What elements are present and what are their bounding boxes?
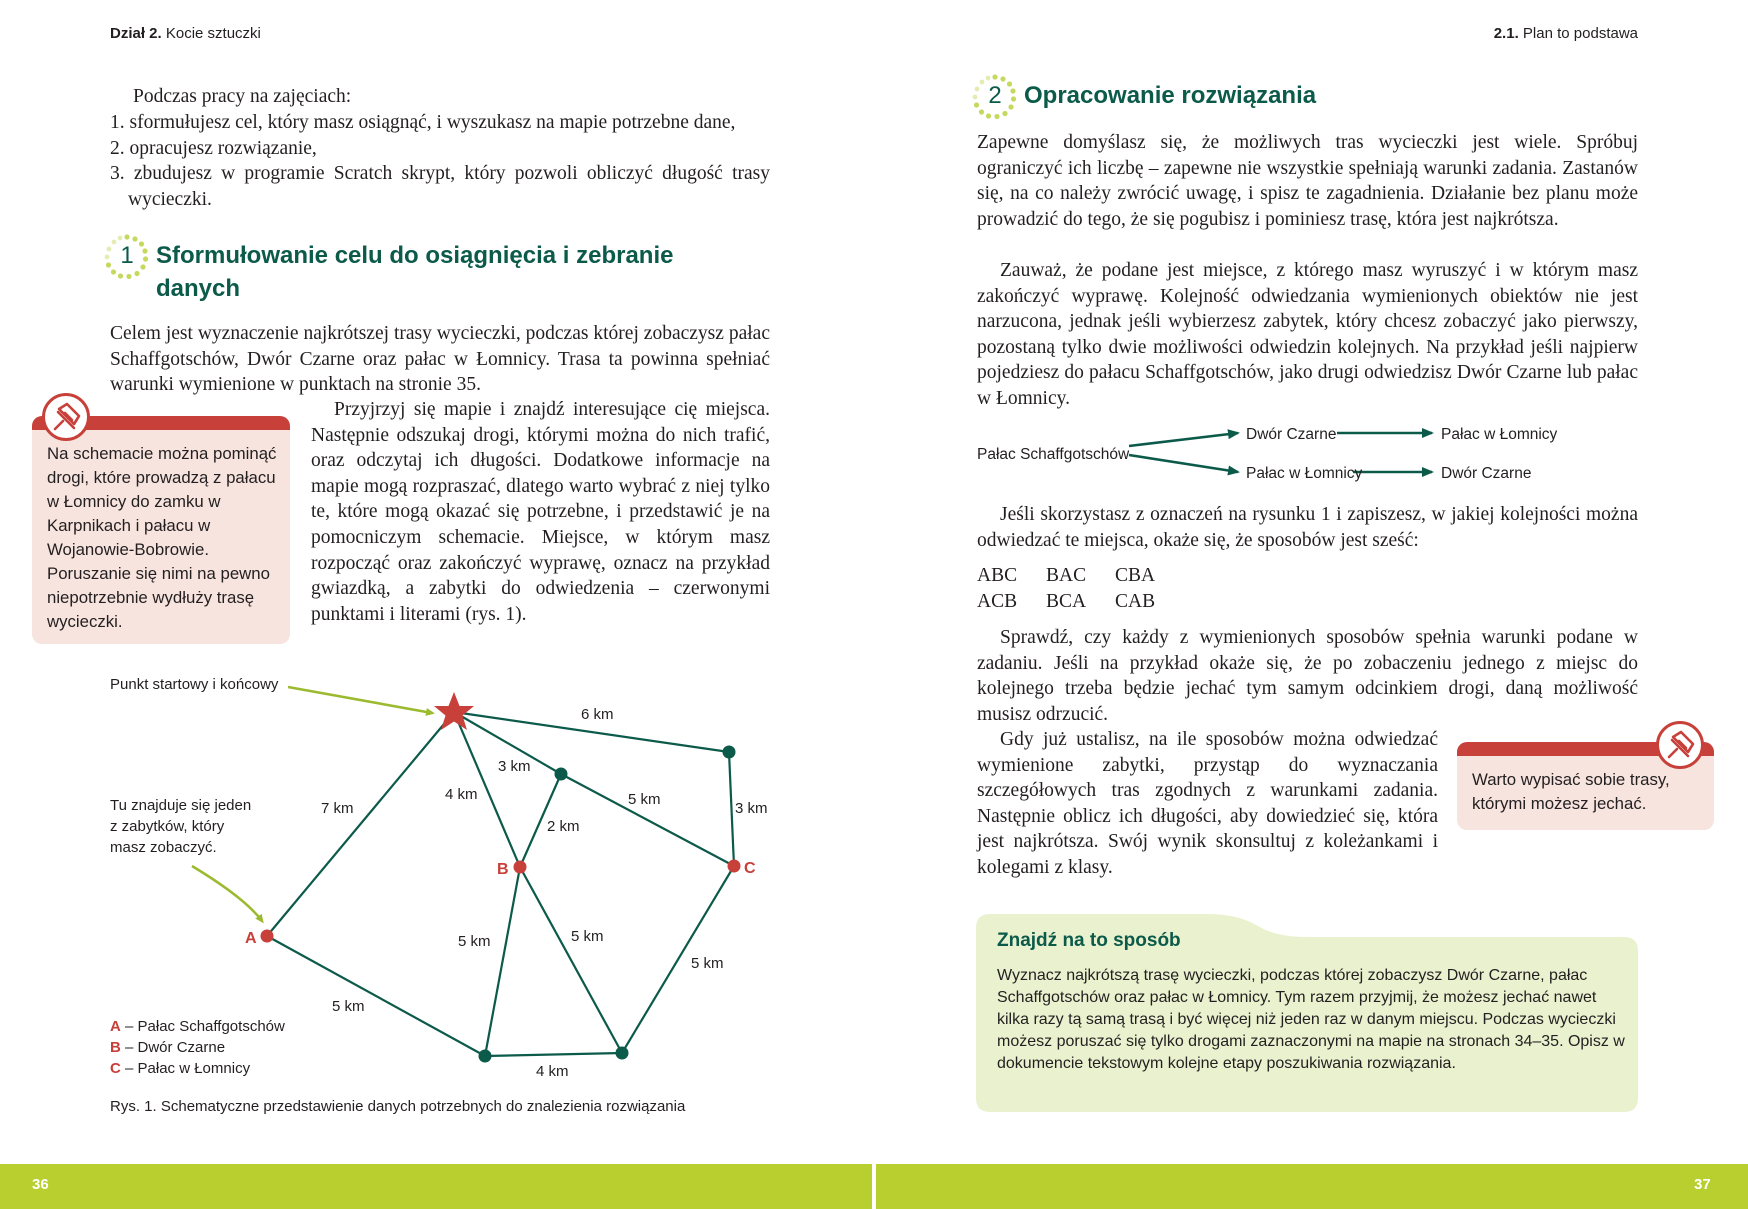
find-a-way-title: Znajdź na to sposób (997, 930, 1181, 951)
distance-label: 6 km (581, 706, 614, 723)
distance-label: 5 km (628, 791, 661, 808)
monument-node-a (261, 930, 274, 943)
junction-node (723, 746, 736, 759)
task-item: 1. sformułujesz cel, który masz osiągnąć, i wyszukasz na mapie potrzebne dane, (110, 112, 736, 133)
route-graph (0, 0, 874, 1164)
section-number: 2 (988, 82, 1002, 109)
subchapter-prefix: 2.1. (1493, 25, 1519, 42)
road-edge (561, 774, 734, 866)
section-title: Opracowanie rozwiązania (1024, 82, 1317, 109)
distance-label: 3 km (735, 800, 768, 817)
section-number: 1 (120, 242, 134, 269)
tree-node: Pałac w Łomnicy (1246, 465, 1363, 482)
legend-letter: B (110, 1039, 121, 1056)
figure-caption: Rys. 1. Schematyczne przedstawienie danych potrzebnych do znalezienia rozwiązania (110, 1098, 686, 1115)
sequence-item: CBA (1115, 565, 1156, 586)
start-pointer-arrow (288, 687, 432, 713)
intro-lead: Podczas pracy na zajęciach: (133, 86, 352, 107)
monument-node-b (514, 861, 527, 874)
pin-icon (1656, 721, 1704, 769)
distance-label: 5 km (571, 928, 604, 945)
monument-pointer-arrow (192, 866, 262, 921)
section-1-paragraph-1: Celem jest wyznaczenie najkrótszej trasy wycieczki, podczas której zobaczysz pałac Schaffgotschów, Dwór Czarne oraz pałac w Łomnicy. Trasa ta powinna spełniać warunki wymienione w punktach na stronie 35. (110, 323, 770, 396)
section-2-paragraph-2: Zauważ, że podane jest miejsce, z którego masz wyruszyć i w którym masz zakończyć wyprawę. Kolejność odwiedzania wymienionych obiektów nie jest narzucona, jednak jeśli wybierzesz zabytek, który chcesz zobaczyć jako pierwszy, pozostaną tylko dwie możliwości odwiedzin kolejnych. Na przykład jeśli najpierw pojedziesz do pałacu Schaffgotschów, jako drugi odwiedzisz Dwór Czarne lub pałac w Łomnicy. (977, 260, 1638, 409)
section-title: Sformułowanie celu do osiągnięcia i zebranie danych (156, 242, 674, 302)
distance-label: 7 km (321, 800, 354, 817)
distance-label: 3 km (498, 758, 531, 775)
footer-bar-left (0, 1164, 872, 1209)
find-a-way-text: Wyznacz najkrótszą trasę wycieczki, podczas której zobaczysz Dwór Czarne, pałac Schaffgotschów oraz pałac w Łomnicy. Tym razem przyjmij, że możesz jechać nawet kilka razy tą samą trasą i być więcej niż jeden raz w danym miejscu. Podczas wycieczki możesz poruszać się tylko drogami zaznaczonymi na mapie na stronach 34–35. Opisz w dokumencie tekstowym kolejne etapy poszukiwania rozwiązania. (997, 967, 1625, 1072)
road-edge (729, 752, 734, 866)
road-edge (485, 1053, 622, 1056)
legend-item (110, 1058, 370, 1079)
sequence-row (977, 589, 1184, 615)
tree-node: Dwór Czarne (1246, 426, 1337, 443)
legend-text: – Pałac Schaffgotschów (120, 1018, 285, 1035)
road-edge (485, 867, 520, 1056)
monument-label: Tu znajduje się jeden z zabytków, który masz zobaczyć. (110, 797, 252, 856)
tree-root: Pałac Schaffgotschów (977, 446, 1130, 463)
junction-node (479, 1050, 492, 1063)
page-number-right: 37 (1694, 1176, 1711, 1193)
chapter-prefix: Dział 2. (110, 25, 162, 42)
distance-label: 2 km (547, 818, 580, 835)
section-2-paragraph-3: Jeśli skorzystasz z oznaczeń na rysunku 1 i zapiszesz, w jakiej kolejności można odwiedzać te miejsca, okaże się, że sposobów jest sześć: (977, 504, 1638, 551)
legend-text: – Pałac w Łomnicy (120, 1060, 251, 1077)
task-item: 2. opracujesz rozwiązanie, (110, 137, 317, 159)
tip-text-left: Na schemacie można pominąć drogi, które prowadzą z pałacu w Łomnicy do zamku w Karpnikach i pałacu w Wojanowie-Bobrowie. Poruszanie się nimi na pewno niepotrzebnie wydłuży trasę wycieczki. (47, 444, 277, 631)
start-point-label: Punkt startowy i końcowy (110, 676, 279, 693)
footer-bar-right (876, 1164, 1748, 1209)
start-star-icon (434, 692, 474, 730)
sequence-item: ACB (977, 590, 1018, 612)
sequence-item: BCA (1046, 590, 1087, 612)
sequence-row (977, 563, 1184, 589)
tip-text-right: Warto wypisać sobie trasy, którymi możesz jechać. (1472, 770, 1670, 813)
junction-node (616, 1047, 629, 1060)
legend-text: – Dwór Czarne (120, 1039, 226, 1056)
legend-item (110, 1016, 370, 1037)
node-letter-c: C (744, 860, 756, 877)
distance-label: 4 km (536, 1063, 569, 1080)
legend-letter: C (110, 1060, 121, 1077)
distance-label: 4 km (445, 786, 478, 803)
junction-node (555, 768, 568, 781)
sequence-item: ABC (977, 565, 1018, 586)
node-letter-a: A (245, 930, 257, 947)
task-item: 3. zbudujesz w programie Scratch skrypt, który pozwoli obliczyć długość trasy wycieczki. (110, 163, 770, 210)
page-number-left: 36 (32, 1176, 49, 1193)
road-edge (520, 867, 622, 1053)
distance-label: 5 km (332, 998, 365, 1015)
tree-node: Pałac w Łomnicy (1441, 426, 1558, 443)
section-2-paragraph-1: Zapewne domyślasz się, że możliwych tras wycieczki jest wiele. Spróbuj ograniczyć ich liczbę – zapewne nie wszystkie spełniają warunki zadania. Zastanów się, na co należy zwrócić uwagę, i spisz te zagadnienia. Działanie bez planu może prowadzić do tego, że się pogubisz i pominiesz trasę, która jest najkrótsza. (977, 132, 1638, 230)
distance-label: 5 km (458, 933, 491, 950)
legend-letter: A (110, 1018, 121, 1035)
node-letter-b: B (497, 861, 509, 878)
section-2-paragraph-5: Gdy już ustalisz, na ile sposobów można odwiedzać wymienione zabytki, przystąp do wyznaczania szczegółowych tras zgodnych z warunkami zadania. Następnie oblicz ich długości, aby dowiedzieć się, która jest najkrótsza. Swój wynik skonsultuj z koleżankami i kolegami z klasy. (977, 729, 1438, 878)
section-2-paragraph-4: Sprawdź, czy każdy z wymienionych sposobów spełnia warunki podane w zadaniu. Jeśli na przykład okaże się, że po zobaczeniu jednego z miejsc do kolejnego trzeba będzie jechać tym samym odcinkiem drogi, daną możliwość musisz odrzucić. (977, 627, 1638, 725)
chapter-title: Kocie sztuczki (165, 25, 261, 42)
monument-node-c (728, 860, 741, 873)
road-edge (267, 712, 454, 936)
sequence-item: CAB (1115, 590, 1156, 612)
sequence-list (977, 563, 1184, 614)
tree-node: Dwór Czarne (1441, 465, 1532, 482)
subchapter-title: Plan to podstawa (1522, 25, 1638, 42)
distance-label: 5 km (691, 955, 724, 972)
figure-legend (110, 1016, 370, 1079)
sequence-item: BAC (1046, 565, 1087, 586)
legend-item (110, 1037, 370, 1058)
section-1-paragraph-2: Przyjrzyj się mapie i znajdź interesujące cię miejsca. Następnie odszukaj drogi, którymi można do nich trafić, oraz odczytaj ich długości. Dodatkowe informacje na mapie mogą rozpraszać, dlatego warto wybrać z niej tylko te, które mogą okazać się potrzebne, i przedstawić je na pomocniczym schemacie. Miejsce, w którym masz rozpocząć oraz zakończyć wyprawę, oznacz na przykład gwiazdką, a zabytki do odwiedzenia – czerwonymi punktami i literami (rys. 1). (311, 399, 770, 625)
